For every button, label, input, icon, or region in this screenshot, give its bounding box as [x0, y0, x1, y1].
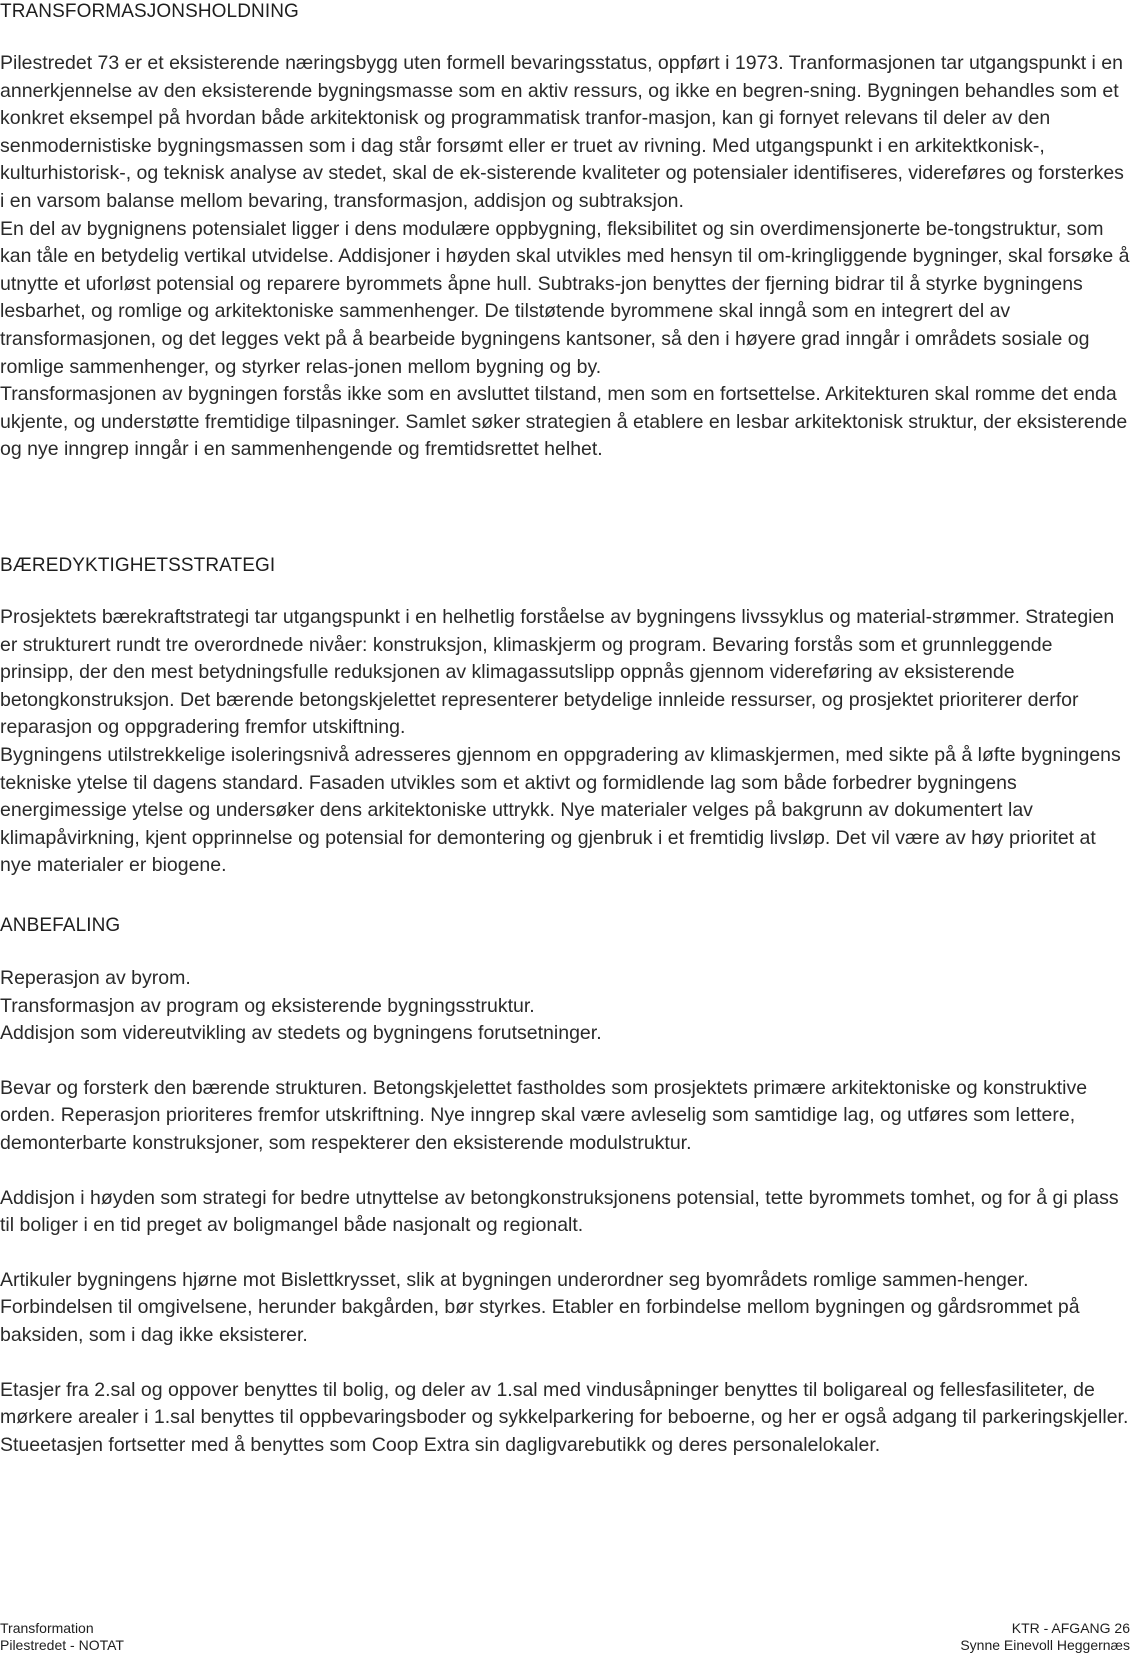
anbefaling-line-2: Transformasjon av program og eksisterende bygningsstruktur.	[0, 994, 535, 1017]
anbefaling-line-1: Reperasjon av byrom.	[0, 967, 191, 989]
anbefaling-paragraph-1: Bevar og forsterk den bærende strukturen. Betongskjelettet fastholdes som prosjektets primære arkitektoniske og konstruktive orden. Reperasjon prioriteres fremfor utskriftning. Nye inngrep skal være avleselig som samtidige lag, og utføres som lettere, demonterbarte konstruksjoner, som respekterer den eksisterende modulstruktur.	[0, 1076, 1088, 1154]
baerekraft-paragraph-1: Prosjektets bærekraftstrategi tar utgangspunkt i en helhetlig forståelse av bygningens livssyklus og material-strømmer. Strategien er strukturert rundt tre overordnede nivåer: konstruksjon, klimaskjerm og program. Bevaring forstås som et grunnleggende prinsipp, der den mest betydningsfulle reduksjonen av klimagassutslipp oppnås gjennom videreføring av eksisterende betongkonstruksjon. Det bærende betongskjelettet representerer betydelige innleide ressurser, og prosjektet prioriterer derfor reparasjon og oppgradering fremfor utskiftning.	[0, 606, 1115, 739]
anbefaling-paragraph-4: Etasjer fra 2.sal og oppover benyttes til bolig, og deler av 1.sal med vindusåpninger benyttes til boligareal og fellesfasiliteter, de mørkere arealer i 1.sal benyttes til oppbevaringsboder og sykkelparkering for beboerne, og her er også adgang til parkeringskjeller. Stueetasjen fortsetter med å benyttes som Coop Extra sin dagligvarebutikk og deres personalelokaler.	[0, 1378, 1129, 1456]
anbefaling-paragraph-2: Addisjon i høyden som strategi for bedre utnyttelse av betongkonstruksjonens potensial, tette byrommets tomhet, og for å gi plass til boliger i en tid preget av boligmangel både nasjonalt og regionalt.	[0, 1186, 1119, 1237]
transformasjon-paragraph-3: Transformasjonen av bygningen forstås ikke som en avsluttet tilstand, men som en fortsettelse. Arkitekturen skal romme det enda ukjente, og understøtte fremtidige tilpasninger. Samlet søker strategien å etablere en lesbar arkitektonisk struktur, der eksisterende og nye inngrep inngår i en sammenhengende og fremtidsrettet helhet.	[0, 383, 1128, 461]
anbefaling-paragraph-3: Artikuler bygningens hjørne mot Bislettkrysset, slik at bygningen underordner seg byområdets romlige sammen-henger. Forbindelsen til omgivelsene, herunder bakgården, bør styrkes. Etabler en forbindelse mellom bygningen og gårdsrommet på baksiden, som i dag ikke eksisterer.	[0, 1268, 1080, 1346]
anbefaling-body	[0, 965, 1130, 1459]
footer-right	[960, 1620, 1130, 1654]
anbefaling-line-3: Addisjon som videreutvikling av stedets og bygningens forutsetninger.	[0, 1022, 602, 1045]
transformasjon-paragraph-2: En del av bygnignens potensialet ligger i dens modulære oppbygning, fleksibilitet og sin overdimensjonerte be-tongstruktur, som kan tåle en betydelig vertikal utvidelse. Addisjoner i høyden skal utvikles med hensyn til om-kringliggende bygninger, skal forsøke å utnytte et uforløst potensial og reparere byrommets åpne hull. Subtraks-jon benyttes der fjerning bidrar til å styrke bygningens lesbarhet, og romlige og arkitektoniske sammenhenger. De tilstøtende byrommene skal inngå som en integrert del av transformasjonen, og det legges vekt på å bearbeide bygningens kantsoner, så den i høyere grad inngår i områdets sosiale og romlige sammenhenger, og styrker relas-jonen mellom bygning og by.	[0, 217, 1130, 378]
footer-course: KTR - AFGANG 26	[1011, 1620, 1130, 1636]
heading-transformasjonsholdning: TRANSFORMASJONSHOLDNING	[0, 1, 299, 22]
transformasjon-body	[0, 50, 1130, 464]
footer-left	[0, 1620, 124, 1654]
transformasjon-paragraph-1: Pilestredet 73 er et eksisterende næringsbygg uten formell bevaringsstatus, oppført i 1973. Tranformasjonen tar utgangspunkt i en annerkjennelse av den eksisterende bygningsmasse som en aktiv ressurs, og ikke en begren-sning. Bygningen behandles som et konkret eksempel på hvordan både arkitektonisk og programmatisk tranfor-masjon, kan gi fornyet relevans til deler av den senmodernistiske bygningsmassen som i dag står forsømt eller er truet av rivning. Med utgangspunkt i en arkitektkonisk-, kulturhistorisk-, og teknisk analyse av stedet, skal de ek-sisterende kvaliteter og potensialer identifiseres, videreføres og forsterkes i en varsom balanse mellom bevaring, transformasjon, addisjon og subtraksjon.	[0, 52, 1124, 212]
baerekraft-paragraph-2: Bygningens utilstrekkelige isoleringsnivå adresseres gjennom en oppgradering av klimaskjermen, med sikte på å løfte bygningens tekniske ytelse til dagens standard. Fasaden utvikles som et aktivt og formidlende lag som både forbedrer bygningens energimessige ytelse og undersøker dens arkitektoniske uttrykk. Nye materialer velges på bakgrunn av dokumentert lav klimapåvirkning, kjent opprinnelse og potensial for demontering og gjenbruk i et fremtidig livsløp. Det vil være av høy prioritet at nye materialer er biogene.	[0, 743, 1121, 877]
heading-baeredyktighetsstrategi: BÆREDYKTIGHETSSTRATEGI	[0, 555, 276, 576]
footer-document-type: Pilestredet - NOTAT	[0, 1637, 124, 1653]
heading-anbefaling: ANBEFALING	[0, 915, 121, 936]
footer-project-title: Transformation	[0, 1620, 94, 1636]
baerekraft-body	[0, 604, 1130, 880]
footer-author: Synne Einevoll Heggernæs	[960, 1637, 1130, 1653]
